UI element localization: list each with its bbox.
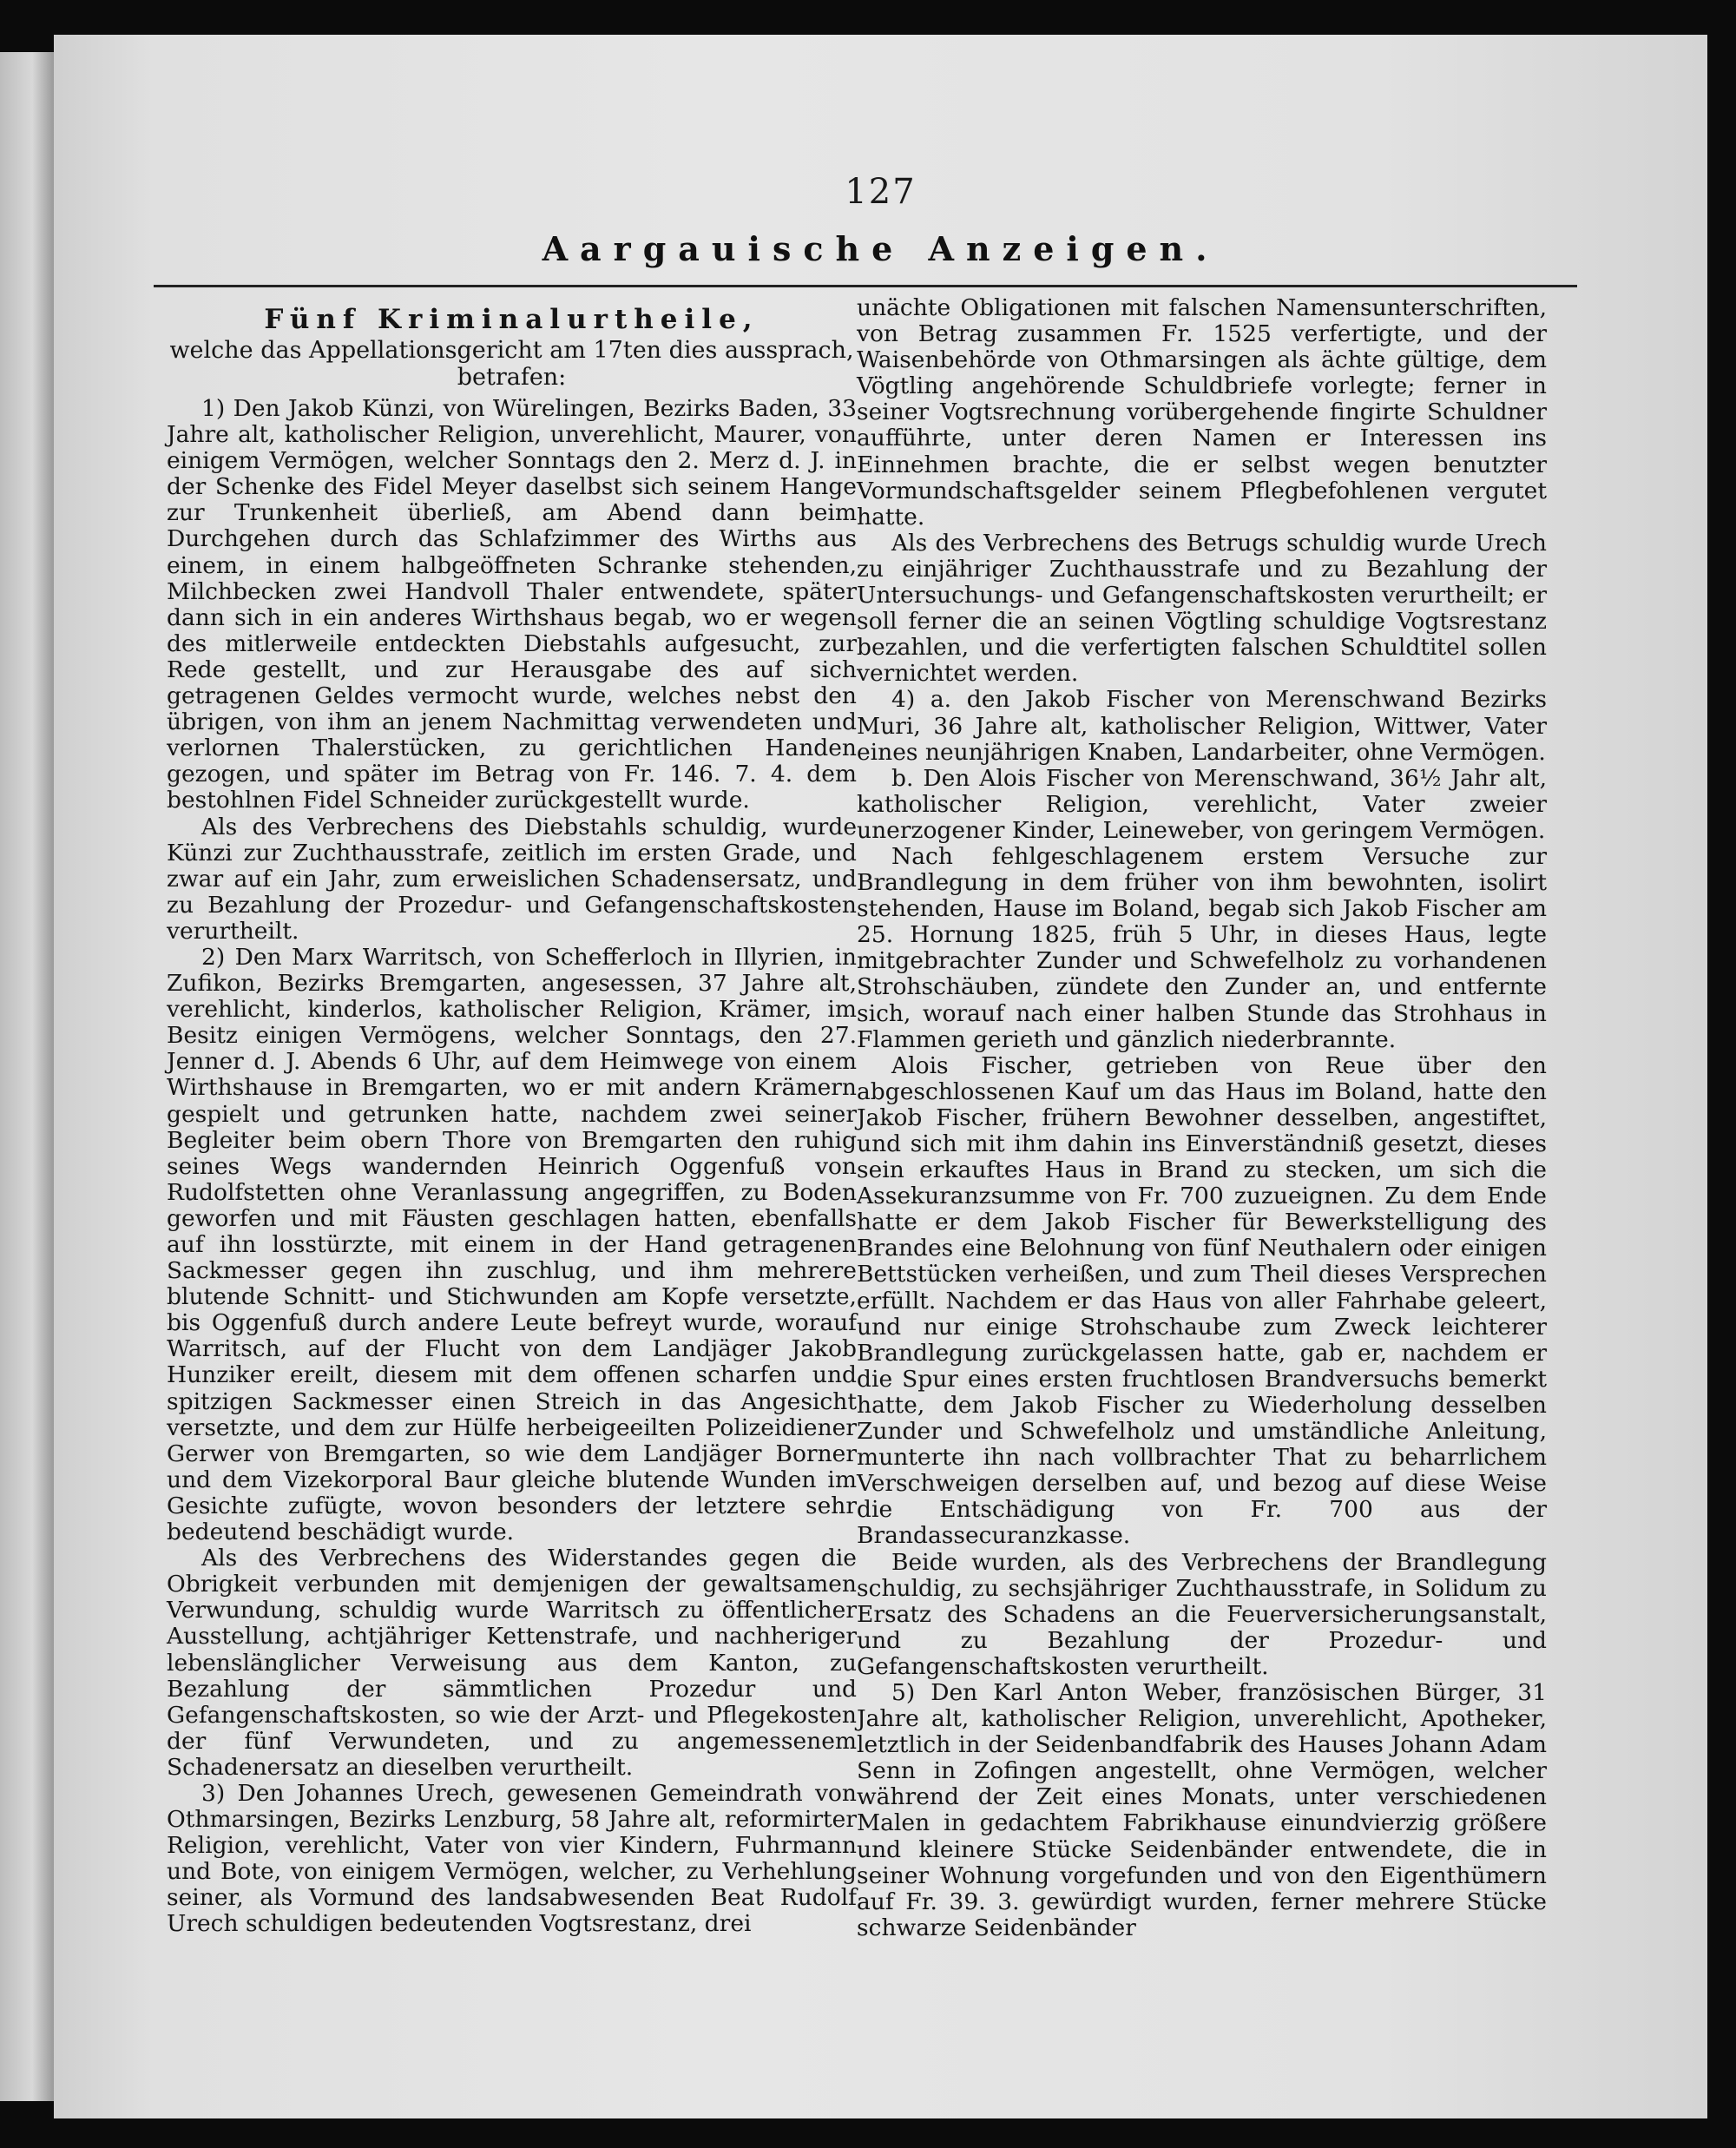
paragraph: Beide wurden, als des Verbrechens der Brandlegung schuldig, zu sechsjähriger Zuchthausstrafe, in Solidum zu Ersatz des Schadens an die Feuerversicherungsanstalt, und zu Bezahlung der Prozedur- und Gefangenschaftskosten verurtheilt. (857, 1548, 1547, 1680)
paragraph: Als des Verbrechens des Widerstandes gegen die Obrigkeit verbunden mit demjenigen der gewaltsamen Verwundung, schuldig wurde Warritsch zu öffentlicher Ausstellung, achtjähriger Kettenstrafe, und nachheriger lebenslänglicher Verweisung aus dem Kanton, zu Bezahlung der sämmtlichen Prozedur und Gefangenschaftskosten, so wie der Arzt- und Pflegekosten der fünf Verwundeten, und zu angemessenem Schadenersatz an dieselben verurtheilt. (167, 1545, 857, 1781)
paragraph: b. Den Alois Fischer von Merenschwand, 36½ Jahr alt, katholischer Religion, verehlicht, Vater zweier unerzogener Kinder, Leineweber, von geringem Vermögen. (857, 764, 1547, 844)
left-column (167, 295, 857, 1938)
paragraph: Alois Fischer, getrieben von Reue über den abgeschlossenen Kauf um das Haus im Boland, hatte den Jakob Fischer, frühern Bewohner desselben, angestiftet, und sich mit ihm dahin ins Einverständniß gesetzt, dieses sein erkauftes Haus in Brand zu stecken, um sich die Assekuranzsumme von Fr. 700 zuzueignen. Zu dem Ende hatte er dem Jakob Fischer für Bewerkstelligung des Brandes eine Belohnung von fünf Neuthalern oder einigen Bettstücken verheißen, und zum Theil dieses Versprechen erfüllt. Nachdem er das Haus von aller Fahrhabe geleert, und nur einige Strohschaube zum Zweck leichterer Brandlegung zurückgelassen hatte, gab er, nachdem er die Spur eines ersten fruchtlosen Brandversuchs bemerkt hatte, dem Jakob Fischer zu Wiederholung desselben Zunder und Schwefelholz und umständliche Anleitung, munterte ihn nach vollbrachter That zu beharrlichem Verschweigen derselben auf, und bezog auf diese Weise die Entschädigung von Fr. 700 aus der Brandassecuranzkasse. (857, 1051, 1547, 1550)
paragraph: 5) Den Karl Anton Weber, französischen Bürger, 31 Jahre alt, katholischer Religion, unverehlicht, Apotheker, letztlich in der Seidenbandfabrik des Hauses Johann Adam Senn in Zofingen angestellt, ohne Vermögen, welcher während der Zeit eines Monats, unter verschiedenen Malen in gedachtem Fabrikhause einundvierzig größere und kleinere Stücke Seidenbänder entwendete, die in seiner Wohnung vorgefunden und von den Eigenthümern auf Fr. 39. 3. gewürdigt wurden, ferner mehrere Stücke schwarze Seidenbänder (857, 1678, 1547, 1941)
paragraph: 3) Den Johannes Urech, gewesenen Gemeindrath von Othmarsingen, Bezirks Lenzburg, 58 Jahre alt, reformirter Religion, verehlicht, Vater von vier Kindern, Fuhrmann und Bote, von einigem Vermögen, welcher, zu Verhehlung seiner, als Vormund des landsabwesenden Beat Rudolf Urech schuldigen bedeutenden Vogtsrestanz, drei (167, 1779, 857, 1938)
article-subheading: welche das Appellationsgericht am 17ten dies aussprach, (169, 337, 854, 364)
paragraph: 2) Den Marx Warritsch, von Schefferloch in Illyrien, in Zufikon, Bezirks Bremgarten, angesessen, 37 Jahre alt, verehlicht, kinderlos, katholischer Religion, Krämer, im Besitz einigen Vermögens, welcher Sonntags, den 27. Jenner d. J. Abends 6 Uhr, auf dem Heimwege von einem Wirthshause in Bremgarten, wo er mit andern Krämern gespielt und getrunken hatte, nachdem zwei seiner Begleiter beim obern Thore von Bremgarten den ruhig seines Wegs wandernden Heinrich Oggenfuß von Rudolfstetten ohne Veranlassung angegriffen, zu Boden geworfen und mit Fäusten geschlagen hatten, ebenfalls auf ihn losstürzte, mit einem in der Hand getragenen Sackmesser gegen ihn zuschlug, und ihm mehrere blutende Schnitt- und Stichwunden am Kopfe versetzte, bis Oggenfuß durch andere Leute befreyt wurde, worauf Warritsch, auf der Flucht von dem Landjäger Jakob Hunziker ereilt, diesem mit dem offenen scharfen und spitzigen Sackmesser einen Streich in das Angesicht versetzte, und dem zur Hülfe herbeigeeilten Polizeidiener Gerwer von Bremgarten, so wie dem Landjäger Borner und dem Vizekorporal Baur gleiche blutende Wunden im Gesichte zufügte, wovon besonders der letztere sehr bedeutend beschädigt wurde. (167, 943, 857, 1546)
facing-page-edge (0, 52, 54, 2101)
paragraph: 4) a. den Jakob Fischer von Merenschwand Bezirks Muri, 36 Jahre alt, katholischer Religion, Wittwer, Vater eines neunjährigen Knaben, Landarbeiter, ohne Vermögen. (857, 686, 1547, 766)
article-heading: Fünf Kriminalurtheile, (264, 304, 760, 335)
paragraph: Nach fehlgeschlagenem erstem Versuche zur Brandlegung in dem früher von ihm bewohnten, isolirt stehenden, Hause im Boland, begab sich Jakob Fischer am 25. Hornung 1825, früh 5 Uhr, in dieses Haus, legte mitgebrachter Zunder und Schwefelholz zu vorhandenen Strohschäuben, zündete den Zunder an, und entfernte sich, worauf nach einer halben Stunde das Strohhaus in Flammen gerieth und gänzlich niederbrannte. (857, 842, 1547, 1053)
paragraph: unächte Obligationen mit falschen Namensunterschriften, von Betrag zusammen Fr. 1525 verfertigte, und der Waisenbehörde von Othmarsingen als ächte gültige, dem Vögtling angehörende Schuldbriefe vorlegte; ferner in seiner Vogtsrechnung vorübergehende fingirte Schuldner aufführte, unter deren Namen er Interessen ins Einnehmen brachte, die er selbst wegen benutzter Vormundschaftsgelder seinem Pflegbefohlenen vergutet hatte. (857, 294, 1547, 530)
title-divider (154, 285, 1577, 287)
newspaper-title: Aargauische Anzeigen. (542, 229, 1220, 268)
page-number: 127 (845, 172, 917, 212)
article-subheading-2: betrafen: (457, 364, 567, 391)
newspaper-page (54, 35, 1707, 2118)
right-column (857, 295, 1547, 1941)
paragraph: Als des Verbrechens des Betrugs schuldig wurde Urech zu einjähriger Zuchthausstrafe und zu Bezahlung der Untersuchungs- und Gefangenschaftskosten verurtheilt; er soll ferner die an seinen Vögtling schuldige Vogtsrestanz bezahlen, und die verfertigten falschen Schuldtitel sollen vernichtet werden. (857, 529, 1547, 688)
paragraph: Als des Verbrechens des Diebstahls schuldig, wurde Künzi zur Zuchthausstrafe, zeitlich im ersten Grade, und zwar auf ein Jahr, zum erweislichen Schadensersatz, und zu Bezahlung der Prozedur- und Gefangenschaftskosten verurtheilt. (167, 813, 857, 945)
paragraph: 1) Den Jakob Künzi, von Würelingen, Bezirks Baden, 33 Jahre alt, katholischer Religion, unverehlicht, Maurer, von einigem Vermögen, welcher Sonntags den 2. Merz d. J. in der Schenke des Fidel Meyer daselbst sich seinem Hange zur Trunkenheit überließ, am Abend dann beim Durchgehen durch das Schlafzimmer des Wirths aus einem, in einem halbgeöffneten Schranke stehenden, Milchbecken zwei Handvoll Thaler entwendete, später dann sich in ein anderes Wirthshaus begab, wo er wegen des mitlerweile entdeckten Diebstahls aufgesucht, zur Rede gestellt, und zur Herausgabe des auf sich getragenen Geldes vermocht wurde, welches nebst den übrigen, von ihm an jenem Nachmittag verwendeten und verlornen Thalerstücken, zu gerichtlichen Handen gezogen, und später im Betrag von Fr. 146. 7. 4. dem bestohlnen Fidel Schneider zurückgestellt wurde. (167, 395, 857, 814)
scan-right-border (1707, 35, 1736, 2118)
